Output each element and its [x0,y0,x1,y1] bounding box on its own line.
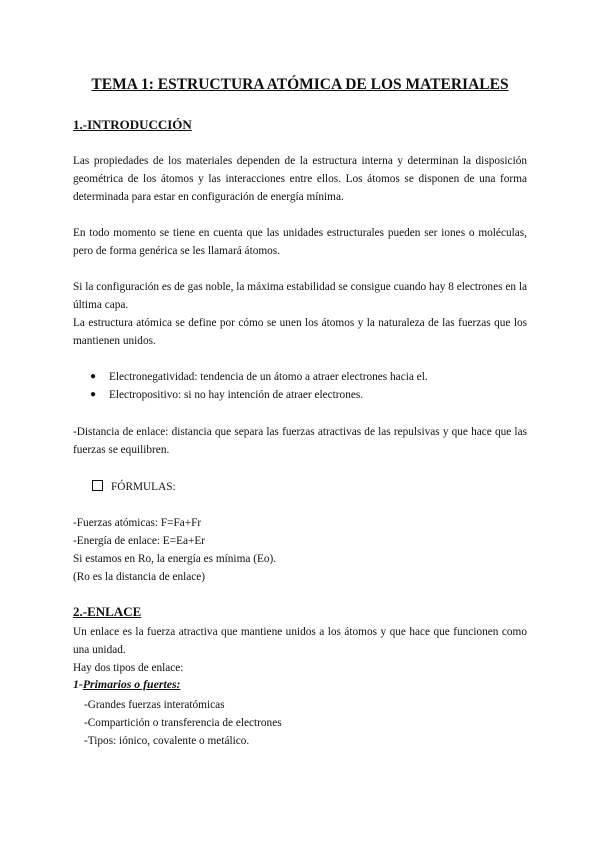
paragraph-line: Hay dos tipos de enlace: [73,662,184,674]
paragraph-line: mantienen unidos. [73,335,156,347]
subsection-heading [73,677,180,692]
paragraph-line: En todo momento se tiene en cuenta que las unidades estructurales pueden ser iones o moléculas, [73,227,527,239]
formula-line: -Energía de enlace: E=Ea+Er [73,535,206,547]
section-heading-enlace: 2.-ENLACE [73,604,142,619]
subsection-title: Primarios o fuertes: [82,677,181,691]
paragraph-line: -Distancia de enlace: distancia que separa las fuerzas atractivas de las repulsivas y que hace que las [73,426,527,438]
paragraph-line: última capa. [73,299,129,311]
document-title: TEMA 1: ESTRUCTURA ATÓMICA DE LOS MATERIALES [91,76,509,93]
paragraph-line: determinada para estar en configuración de energía mínima. [73,191,344,203]
formulas-label: FÓRMULAS: [111,481,176,493]
paragraph-line: una unidad. [73,644,126,656]
formulas-heading [92,478,176,496]
bullet-icon: ● [90,389,97,400]
list-item: -Grandes fuerzas interatómicas [84,699,225,711]
subsection-prefix: 1- [73,677,83,691]
formula-line: (Ro es la distancia de enlace) [73,571,206,583]
section-heading-introduccion: 1.-INTRODUCCIÓN [73,117,192,132]
paragraph-line: geométrica de los átomos y las interacciones entre ellos. Los átomos se disponen de una forma [73,173,527,185]
paragraph-line: pero de forma genérica se les llamará átomos. [73,245,281,257]
checkbox-icon [92,480,103,491]
list-item: -Compartición o transferencia de electrones [84,717,282,729]
paragraph-line: Si la configuración es de gas noble, la máxima estabilidad se consigue cuando hay 8 electrones en la [73,281,527,293]
formula-line: Si estamos en Ro, la energía es mínima (Eo). [73,553,277,565]
paragraph-line: La estructura atómica se define por cómo se unen los átomos y la naturaleza de las fuerzas que los [73,317,527,329]
list-item: -Tipos: iónico, covalente o metálico. [84,735,250,747]
paragraph-line: fuerzas se equilibren. [73,444,170,456]
formula-line: -Fuerzas atómicas: F=Fa+Fr [73,517,202,529]
paragraph-line: Un enlace es la fuerza atractiva que mantiene unidos a los átomos y que hace que funcionen como [73,626,527,638]
list-item: Electronegatividad: tendencia de un átomo a atraer electrones hacia el. [109,371,428,383]
paragraph-line: Las propiedades de los materiales dependen de la estructura interna y determinan la disposición [73,155,527,167]
list-item: Electropositivo: si no hay intención de atraer electrones. [109,389,364,401]
bullet-icon: ● [90,371,97,382]
